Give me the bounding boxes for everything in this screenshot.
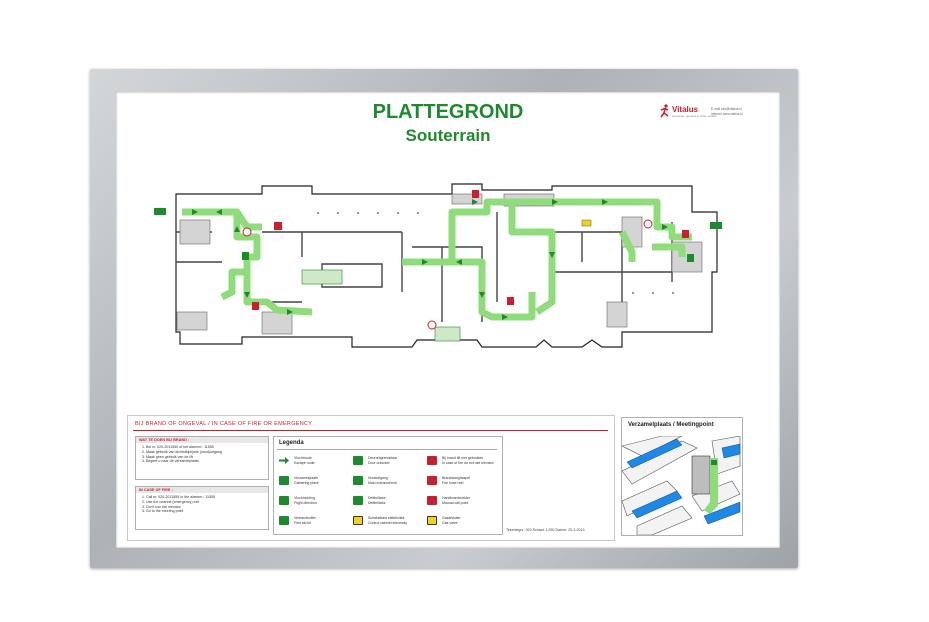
no-elevator-icon xyxy=(243,228,251,236)
legend-item xyxy=(279,455,353,469)
gathering-place-icon xyxy=(711,460,717,465)
fire-hose-icon xyxy=(682,230,689,238)
legend-label: Nooduitgang xyxy=(368,476,388,480)
banner-divider xyxy=(133,430,608,431)
dutch-heading: WAT TE DOEN BIJ BRAND : xyxy=(136,437,268,443)
legend-item xyxy=(353,515,427,529)
legend-label: Handbrandmelder xyxy=(442,496,471,500)
legend-label: Deurontgrendelaar xyxy=(368,456,398,460)
legend-label-en: Manual call point xyxy=(442,501,469,505)
legend-label-en: Gas valve xyxy=(442,521,458,525)
first-aid-icon xyxy=(279,516,289,525)
electricity-icon xyxy=(353,516,363,525)
legend-label-en: Fire hose reel xyxy=(442,481,464,485)
dutch-instructions xyxy=(135,436,269,480)
english-step: 2. Use the nearest (emergency) exit xyxy=(146,500,268,505)
floor-plan xyxy=(152,182,732,357)
fire-hose-icon xyxy=(427,476,437,485)
contact-info xyxy=(711,107,743,117)
logo-tagline: preventie, gezond & veilig werken xyxy=(672,114,717,118)
call-point-icon xyxy=(252,302,259,310)
legend-label-en: Escape route xyxy=(294,461,315,465)
meetingpoint-title: Verzamelplaats / Meetingpoint xyxy=(628,422,714,428)
electricity-icon xyxy=(582,220,591,226)
dutch-step: 4. Begeef u naar de verzamelplaats xyxy=(146,459,268,464)
page-subtitle: Souterrain xyxy=(405,126,491,145)
drawing-info: Tekeningnr: 002 Schaal: 1:250 Datum: 25-3-2013 xyxy=(506,528,585,532)
defibrillator-icon xyxy=(242,252,249,260)
legend-item xyxy=(427,455,501,469)
defibrillator-icon xyxy=(353,496,363,505)
legend-label-en: Main entrance/exit xyxy=(368,481,397,485)
legend-item xyxy=(353,455,427,469)
door-unlocker-icon xyxy=(353,456,363,465)
english-instructions xyxy=(135,486,269,530)
meetingpoint-map xyxy=(622,436,742,535)
contact-website: Internet www.vitalus.nl xyxy=(711,112,743,116)
legend-label-en: Control cabinet electricity xyxy=(368,521,408,525)
legend xyxy=(273,436,503,535)
legend-label-en: First aid kit xyxy=(294,521,311,525)
first-aid-icon xyxy=(687,254,694,262)
english-heading: IN CASE OF FIRE : xyxy=(136,487,268,493)
legend-item xyxy=(427,495,501,509)
legend-item xyxy=(279,495,353,509)
arrow-right-icon xyxy=(279,456,289,465)
gas-valve-icon xyxy=(427,516,437,525)
legend-label-en: Gathering place xyxy=(294,481,319,485)
english-step: 1. Call nr. 020-2011555 or the alarmnr.: 11555 xyxy=(146,495,268,500)
no-elevator-icon xyxy=(644,220,652,228)
flight-direction-icon xyxy=(279,496,289,505)
legend-divider xyxy=(277,449,497,450)
no-elevator-icon xyxy=(428,321,436,329)
legend-label-en: Flight direction xyxy=(294,501,317,505)
legend-label: Brandslanghaspel xyxy=(442,476,471,480)
legend-label: Vluchtrichting xyxy=(294,496,316,500)
legend-label: Vluchtroute xyxy=(294,456,312,460)
building-block xyxy=(692,456,710,494)
english-step: 3. Don't use the elevator xyxy=(146,505,268,510)
fire-hose-icon xyxy=(472,190,479,198)
gathering-place-icon xyxy=(279,476,289,485)
exit-icon xyxy=(353,476,363,485)
running-figure-icon xyxy=(659,104,671,118)
legend-item xyxy=(427,475,501,489)
legend-item xyxy=(427,515,501,529)
legend-label-en: Defibrillator xyxy=(368,501,386,505)
legend-item xyxy=(279,475,353,489)
legend-label: Verzamelplaats xyxy=(294,476,318,480)
logo-brand: Vitalus xyxy=(672,105,699,114)
legend-item xyxy=(353,475,427,489)
call-point-icon xyxy=(427,496,437,505)
legend-label: Bij brand lift niet gebruiken xyxy=(442,456,484,460)
dutch-step: 1. Bel nr. 020-2011555 of het alarmnr.: 11555 xyxy=(146,445,268,450)
english-step: 4. Go to the meeting point xyxy=(146,509,268,514)
vitalus-logo xyxy=(659,104,717,120)
exit-sign-icon xyxy=(710,222,722,229)
emergency-info-panel xyxy=(127,415,615,541)
floor-plan-poster xyxy=(116,92,780,548)
call-point-icon xyxy=(507,297,514,305)
legend-label-en: In case of fire do not use elevator xyxy=(442,461,494,465)
toilet-block xyxy=(180,220,210,244)
legend-title: Legenda xyxy=(279,440,304,446)
legend-label: Verbandkoffer xyxy=(294,516,316,520)
emergency-banner: BIJ BRAND OF ONGEVAL / IN CASE OF FIRE OR EMERGENCY xyxy=(135,421,313,427)
legend-label-en: Door unlocker xyxy=(368,461,390,465)
dutch-step: 2. Maak gebruik van dichtstbijzijnde (nood)uitgang xyxy=(146,450,268,455)
dutch-step: 3. Maak geen gebruik van de lift xyxy=(146,455,268,460)
stairs xyxy=(302,270,342,284)
contact-email: E-mail info@vitalus.nl xyxy=(711,107,742,111)
legend-label: Schakelkast elektriciteit xyxy=(368,516,405,520)
no-elevator-icon xyxy=(427,456,437,465)
legend-item xyxy=(353,495,427,509)
legend-item xyxy=(279,515,353,529)
fire-hose-icon xyxy=(274,222,282,230)
meetingpoint-panel xyxy=(621,417,743,536)
legend-label: Defibrillator xyxy=(368,496,386,500)
page-title: PLATTEGROND xyxy=(372,101,524,123)
legend-label: Gasafsluiter xyxy=(442,516,461,520)
exit-sign-icon xyxy=(154,208,166,215)
